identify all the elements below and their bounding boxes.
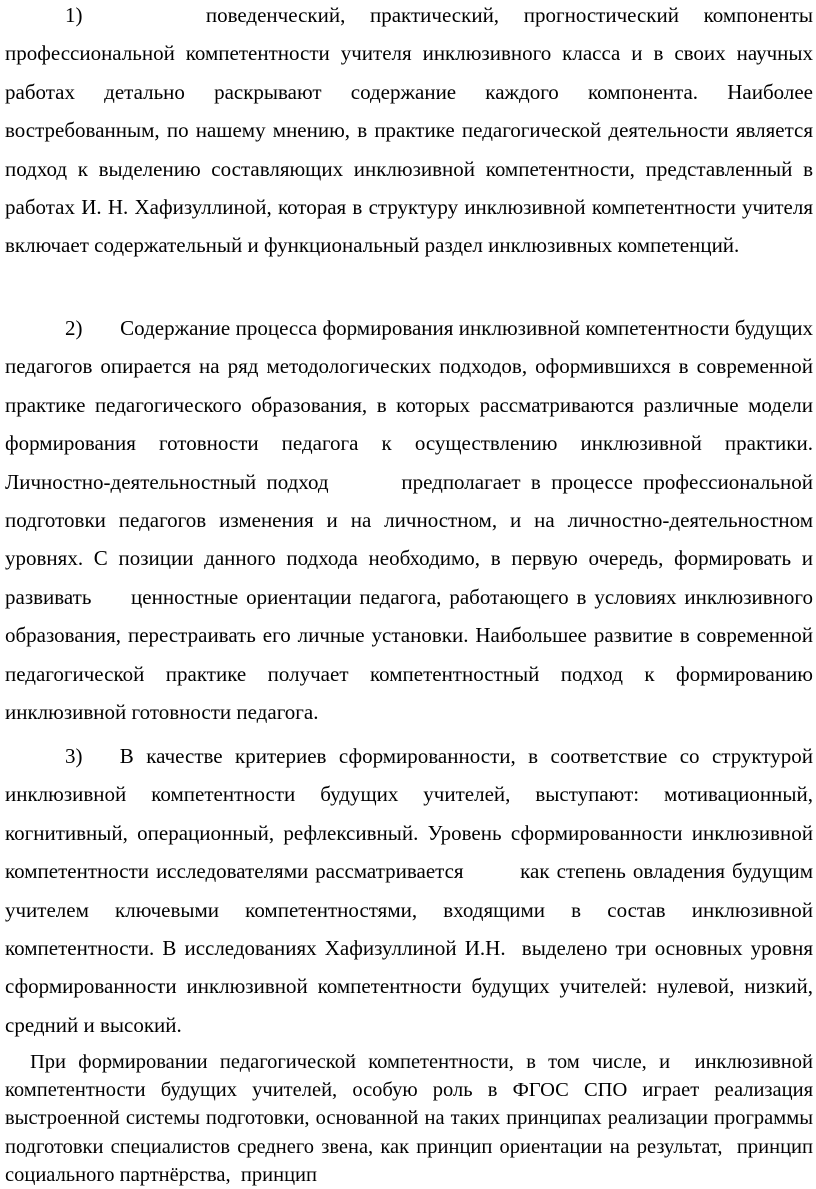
- paragraph-4: При формировании педагогической компетентности, в том числе, и инклюзивной компетентности будущих учителей, особую роль в ФГОС СПО играет реализация выстроенной системы подготовки, основанной на таких принципах реализации программы подготовки специалистов среднего звена, как принцип ориентации на результат, принцип социального партнёрства, принцип: [5, 1051, 813, 1186]
- paragraph-2: 2) Содержание процесса формирования инклюзивной компетентности будущих педагогов опирается на ряд методологических подходов, оформившихся в современной практике педагогического образования, в которых рассматриваются различные модели формирования готовности педагога к осуществлению инклюзивной практики. Личностно-деятельностный подход предполагает в процессе профессиональной подготовки педагогов изменения и на личностном, и на личностно-деятельностном уровнях. С позиции данного подхода необходимо, в первую очередь, формировать и развивать ценностные ориентации педагога, работающего в условиях инклюзивного образования, перестраивать его личные установки. Наибольшее развитие в современной педагогической практике получает компетентностный подход к формированию инклюзивной готовности педагога.: [5, 316, 813, 725]
- paragraph-1: 1) поведенческий, практический, прогностический компоненты профессиональной компетентности учителя инклюзивного класса и в своих научных работах детально раскрывают содержание каждого компонента. Наиболее востребованным, по нашему мнению, в практике педагогической деятельности является подход к выделению составляющих инклюзивной компетентности, представленный в работах И. Н. Хафизуллиной, которая в структуру инклюзивной компетентности учителя включает содержательный и функциональный раздел инклюзивных компетенций.: [5, 3, 813, 258]
- paragraph-3: 3) В качестве критериев сформированности, в соответствие со структурой инклюзивной компетентности будущих учителей, выступают: мотивационный, когнитивный, операционный, рефлексивный. Уровень сформированности инклюзивной компетентности исследователями рассматривается как степень овладения будущим учителем ключевыми компетентностями, входящими в состав инклюзивной компетентности. В исследованиях Хафизуллиной И.Н. выделено три основных уровня сформированности инклюзивной компетентности будущих учителей: нулевой, низкий, средний и высокий.: [5, 744, 813, 1037]
